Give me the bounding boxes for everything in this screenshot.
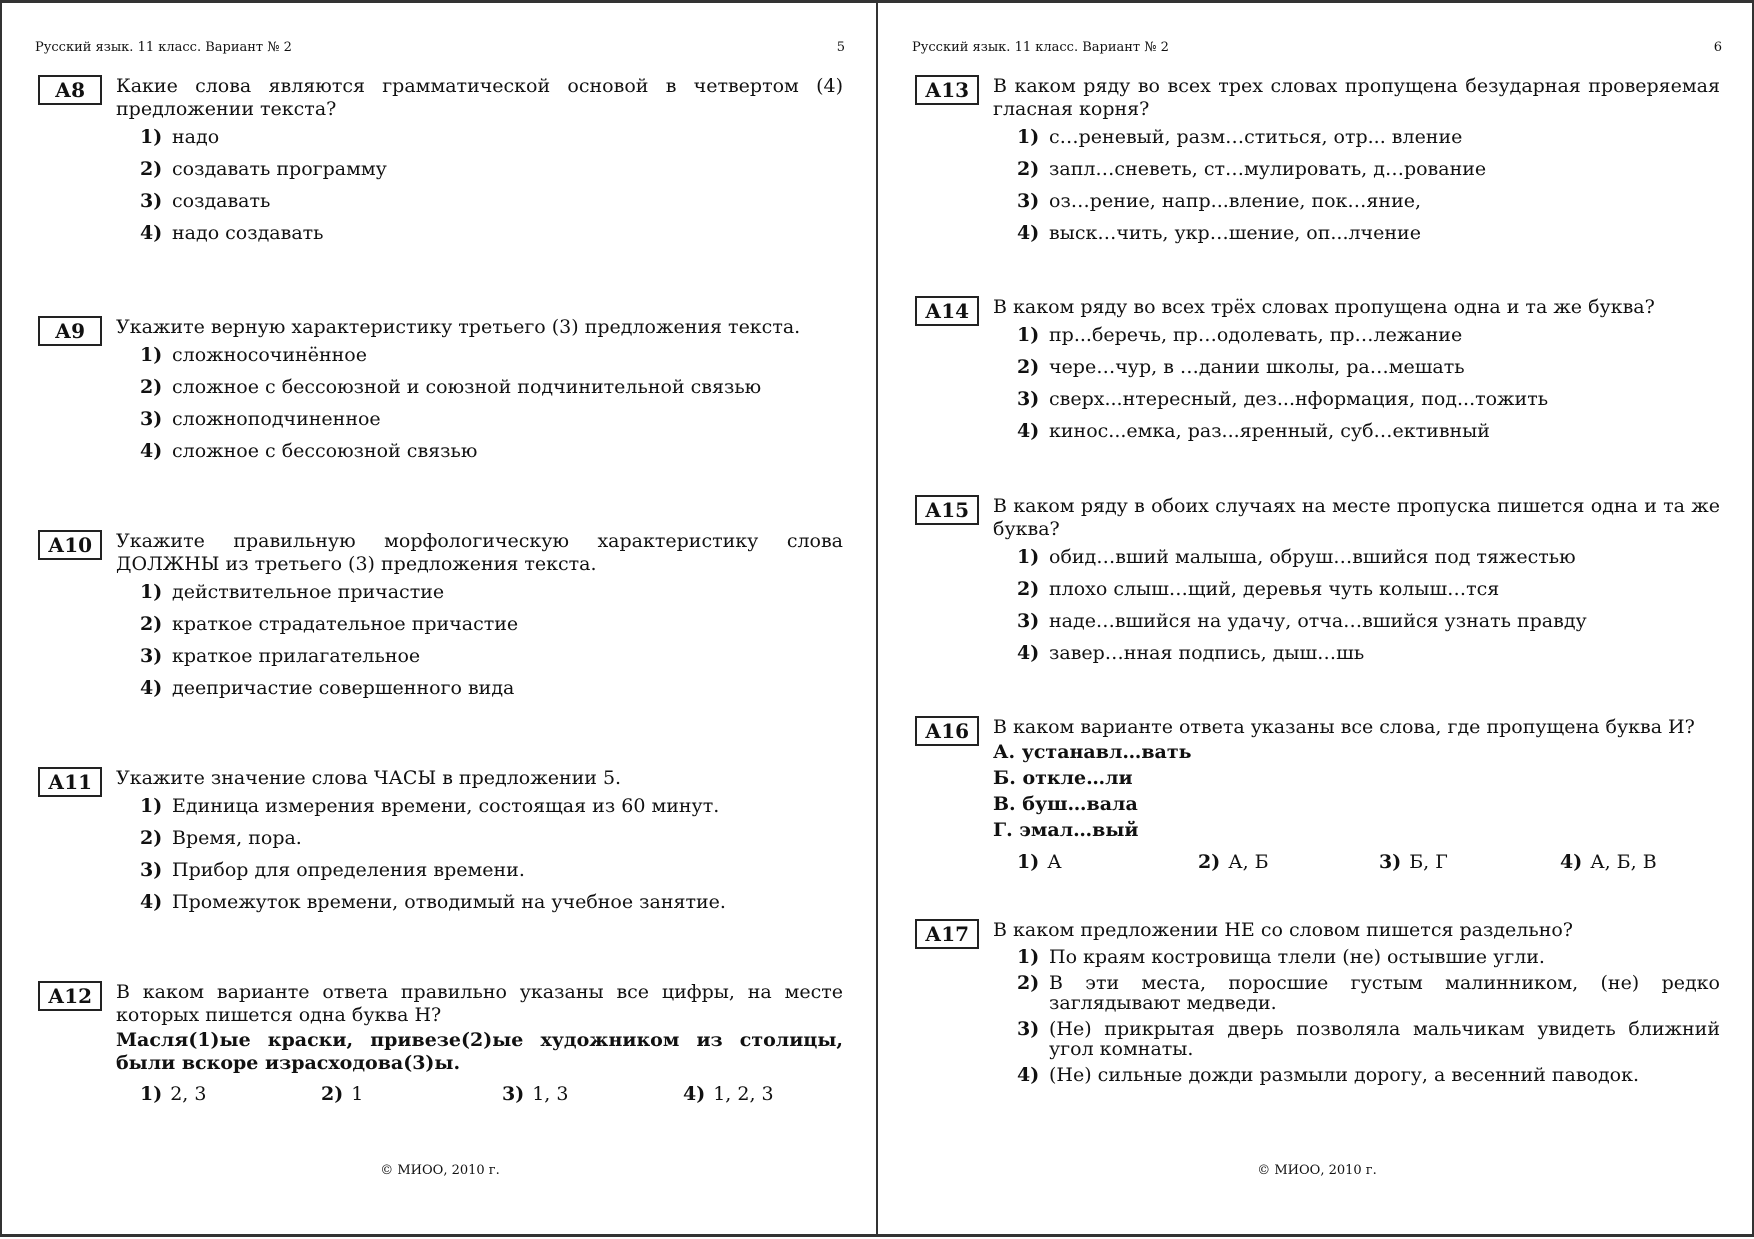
task-label: А11 [38, 767, 102, 797]
task-label: А10 [38, 530, 102, 560]
header-title: Русский язык. 11 класс. Вариант № 2 [912, 40, 1169, 55]
answer-option[interactable]: 3) сложноподчиненное [140, 408, 381, 430]
task-label: А17 [915, 919, 979, 949]
answer-option[interactable]: 4) Промежуток времени, отводимый на учебное занятие. [140, 891, 726, 913]
answer-option[interactable]: 2) запл…сневеть, ст…мулировать, д…рование [1017, 158, 1487, 180]
question-text: В каком ряду в обоих случаях на месте пропуска пишется одна и та же буква? [993, 495, 1720, 540]
right-page [912, 0, 1722, 1237]
answer-option[interactable]: 2) А, Б [1198, 851, 1269, 873]
answer-option[interactable]: 3) краткое прилагательное [140, 645, 421, 667]
answer-option[interactable]: 2) Время, пора. [140, 827, 302, 849]
page-footer: © МИОО, 2010 г. [1257, 1163, 1377, 1178]
answer-option[interactable]: 2) 1 [321, 1083, 364, 1105]
task-label: А8 [38, 75, 102, 105]
answer-options [116, 1083, 843, 1106]
answer-option[interactable]: 1) с…реневый, разм…ститься, отр... вление [1017, 126, 1463, 148]
answer-option[interactable]: 1) надо [140, 126, 220, 148]
word-item: А. устанавл…вать [993, 741, 1192, 763]
answer-options [116, 344, 843, 463]
answer-options [993, 126, 1720, 245]
answer-option[interactable]: 2) В эти места, поросшие густым малинником, (не) редко заглядывают медведи. [1017, 972, 1720, 1014]
question-text: В каком варианте ответа правильно указаны все цифры, на месте которых пишется одна буква Н? [116, 981, 843, 1026]
answer-option[interactable]: 3) 1, 3 [502, 1083, 569, 1105]
answer-option[interactable]: 4) А, Б, В [1560, 851, 1657, 873]
answer-option[interactable]: 2) сложное с бессоюзной и союзной подчинительной связью [140, 376, 762, 398]
answer-option[interactable]: 2) плохо слыш…щий, деревья чуть колыш…тся [1017, 578, 1500, 600]
answer-option[interactable]: 1) обид…вший малыша, обруш…вшийся под тяжестью [1017, 546, 1576, 568]
answer-option[interactable]: 1) сложносочинённое [140, 344, 367, 366]
answer-options [116, 795, 843, 914]
page-number: 5 [836, 40, 845, 55]
header-title: Русский язык. 11 класс. Вариант № 2 [35, 40, 292, 55]
answer-option[interactable]: 4) надо создавать [140, 222, 324, 244]
page-border-left [0, 0, 2, 1237]
answer-option[interactable]: 1) действительное причастие [140, 581, 445, 603]
answer-option[interactable]: 4) деепричастие совершенного вида [140, 677, 515, 699]
answer-options [993, 324, 1720, 443]
task-label: А16 [915, 716, 979, 746]
page-footer: © МИОО, 2010 г. [380, 1163, 500, 1178]
answer-option[interactable]: 3) оз…рение, напр...вление, пок…яние, [1017, 190, 1422, 212]
task-label: А13 [915, 75, 979, 105]
answer-option[interactable]: 1) По краям костровища тлели (не) остывшие угли. [1017, 946, 1545, 968]
word-item: Б. откле…ли [993, 767, 1133, 789]
answer-option[interactable]: 2) чере…чур, в …дании школы, ра…мешать [1017, 356, 1465, 378]
answer-option[interactable]: 3) наде…вшийся на удачу, отча…вшийся узнать правду [1017, 610, 1587, 632]
answer-option[interactable]: 4) выск…чить, укр…шение, оп...лчение [1017, 222, 1421, 244]
answer-option[interactable]: 2) создавать программу [140, 158, 387, 180]
question-text: Укажите значение слова ЧАСЫ в предложении 5. [116, 767, 622, 789]
answer-option[interactable]: 1) А [1017, 851, 1062, 873]
question-text: В каком варианте ответа указаны все слова, где пропущена буква И? [993, 716, 1695, 738]
word-item: Г. эмал…вый [993, 819, 1139, 841]
answer-option[interactable]: 3) (Не) прикрытая дверь позволяла мальчикам увидеть ближний угол комнаты. [1017, 1018, 1720, 1060]
answer-options [993, 546, 1720, 665]
page-number: 6 [1713, 40, 1722, 55]
answer-option[interactable]: 4) завер…нная подпись, дыш…шь [1017, 642, 1365, 664]
answer-option[interactable]: 4) сложное с бессоюзной связью [140, 440, 478, 462]
question-text: В каком предложении НЕ со словом пишется раздельно? [993, 919, 1573, 941]
answer-option[interactable]: 3) сверх...нтересный, дез...нформация, под...тожить [1017, 388, 1549, 410]
answer-option[interactable]: 2) краткое страдательное причастие [140, 613, 519, 635]
answer-option[interactable]: 1) пр...беречь, пр…одолевать, пр…лежание [1017, 324, 1463, 346]
word-item: В. буш…вала [993, 793, 1138, 815]
task-label: А9 [38, 316, 102, 346]
answer-option[interactable]: 1) 2, 3 [140, 1083, 207, 1105]
answer-option[interactable]: 4) 1, 2, 3 [683, 1083, 774, 1105]
answer-options [993, 851, 1720, 874]
answer-option[interactable]: 4) кинос...емка, раз...яренный, суб…ективный [1017, 420, 1490, 442]
left-page [35, 0, 845, 1237]
task-label: А14 [915, 296, 979, 326]
answer-options [116, 126, 843, 245]
task-label: А15 [915, 495, 979, 525]
task-sentence: Масля(1)ые краски, привезе(2)ые художником из столицы, были вскоре израсходова(3)ы. [116, 1029, 843, 1074]
question-text: В каком ряду во всех трех словах пропущена безударная проверяемая гласная корня? [993, 75, 1720, 120]
question-text: В каком ряду во всех трёх словах пропущена одна и та же буква? [993, 296, 1655, 318]
question-text: Какие слова являются грамматической основой в четвертом (4) предложении текста? [116, 75, 843, 120]
answer-option[interactable]: 3) Прибор для определения времени. [140, 859, 525, 881]
task-label: А12 [38, 981, 102, 1011]
question-text: Укажите правильную морфологическую характеристику слова ДОЛЖНЫ из третьего (3) предложения текста. [116, 530, 843, 575]
answer-options [993, 947, 1720, 1085]
answer-option[interactable]: 1) Единица измерения времени, состоящая из 60 минут. [140, 795, 720, 817]
answer-option[interactable]: 3) Б, Г [1379, 851, 1448, 873]
page-divider [876, 0, 878, 1237]
answer-option[interactable]: 3) создавать [140, 190, 271, 212]
question-text: Укажите верную характеристику третьего (3) предложения текста. [116, 316, 801, 338]
answer-options [116, 581, 843, 700]
answer-option[interactable]: 4) (Не) сильные дожди размыли дорогу, а весенний паводок. [1017, 1064, 1640, 1086]
